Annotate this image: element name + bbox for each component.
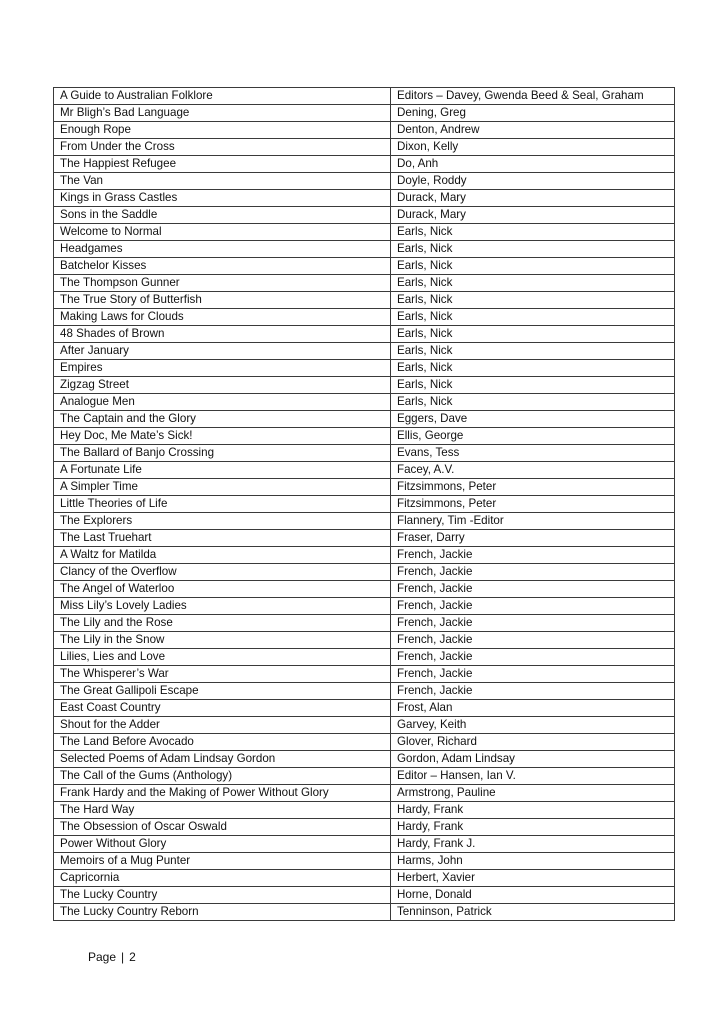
table-row [54, 190, 675, 207]
book-author-cell: Earls, Nick [391, 258, 675, 275]
table-row [54, 870, 675, 887]
page-label: Page [88, 950, 117, 964]
book-title-cell: Zigzag Street [54, 377, 391, 394]
book-author-cell: Earls, Nick [391, 326, 675, 343]
table-row [54, 224, 675, 241]
table-row [54, 649, 675, 666]
book-author-cell: French, Jackie [391, 581, 675, 598]
book-author-cell: Do, Anh [391, 156, 675, 173]
table-row [54, 394, 675, 411]
book-title-cell: Empires [54, 360, 391, 377]
book-title-cell: After January [54, 343, 391, 360]
book-title-cell: The Whisperer’s War [54, 666, 391, 683]
book-author-cell: Earls, Nick [391, 224, 675, 241]
table-row [54, 326, 675, 343]
table-row [54, 122, 675, 139]
book-title-cell: The Lucky Country [54, 887, 391, 904]
table-row [54, 785, 675, 802]
table-row [54, 683, 675, 700]
book-author-cell: Earls, Nick [391, 360, 675, 377]
table-row [54, 751, 675, 768]
table-row [54, 258, 675, 275]
table-row [54, 530, 675, 547]
book-author-cell: Facey, A.V. [391, 462, 675, 479]
book-title-cell: The Explorers [54, 513, 391, 530]
table-row [54, 734, 675, 751]
book-author-cell: French, Jackie [391, 564, 675, 581]
book-title-cell: A Waltz for Matilda [54, 547, 391, 564]
book-author-cell: Herbert, Xavier [391, 870, 675, 887]
book-title-cell: The Lily and the Rose [54, 615, 391, 632]
book-author-cell: Doyle, Roddy [391, 173, 675, 190]
book-author-cell: French, Jackie [391, 598, 675, 615]
book-author-cell: French, Jackie [391, 666, 675, 683]
book-title-cell: Power Without Glory [54, 836, 391, 853]
book-author-cell: Earls, Nick [391, 275, 675, 292]
book-title-cell: The Hard Way [54, 802, 391, 819]
book-title-cell: Capricornia [54, 870, 391, 887]
table-row [54, 309, 675, 326]
book-author-cell: Hardy, Frank [391, 819, 675, 836]
table-row [54, 513, 675, 530]
book-title-cell: Headgames [54, 241, 391, 258]
book-title-cell: The Call of the Gums (Anthology) [54, 768, 391, 785]
book-author-cell: French, Jackie [391, 649, 675, 666]
book-author-cell: Flannery, Tim -Editor [391, 513, 675, 530]
book-author-cell: Fraser, Darry [391, 530, 675, 547]
book-author-cell: French, Jackie [391, 632, 675, 649]
table-row [54, 598, 675, 615]
book-title-cell: Kings in Grass Castles [54, 190, 391, 207]
book-author-cell: Fitzsimmons, Peter [391, 496, 675, 513]
book-author-cell: Earls, Nick [391, 343, 675, 360]
book-title-cell: 48 Shades of Brown [54, 326, 391, 343]
book-title-cell: A Fortunate Life [54, 462, 391, 479]
book-author-cell: Frost, Alan [391, 700, 675, 717]
book-author-cell: Durack, Mary [391, 207, 675, 224]
book-title-cell: The Land Before Avocado [54, 734, 391, 751]
book-author-cell: Dening, Greg [391, 105, 675, 122]
book-title-cell: Lilies, Lies and Love [54, 649, 391, 666]
book-title-cell: The Happiest Refugee [54, 156, 391, 173]
table-row [54, 564, 675, 581]
book-title-cell: Frank Hardy and the Making of Power Without Glory [54, 785, 391, 802]
book-author-cell: Editors – Davey, Gwenda Beed & Seal, Graham [391, 88, 675, 105]
book-title-cell: The Great Gallipoli Escape [54, 683, 391, 700]
table-row [54, 292, 675, 309]
book-title-cell: Making Laws for Clouds [54, 309, 391, 326]
table-row [54, 156, 675, 173]
table-row [54, 360, 675, 377]
book-title-cell: Hey Doc, Me Mate’s Sick! [54, 428, 391, 445]
book-title-cell: The Angel of Waterloo [54, 581, 391, 598]
book-title-cell: Clancy of the Overflow [54, 564, 391, 581]
table-row [54, 275, 675, 292]
book-title-cell: The Thompson Gunner [54, 275, 391, 292]
book-author-cell: Garvey, Keith [391, 717, 675, 734]
table-row [54, 411, 675, 428]
table-row [54, 819, 675, 836]
table-row [54, 496, 675, 513]
book-author-cell: Earls, Nick [391, 394, 675, 411]
book-author-cell: Eggers, Dave [391, 411, 675, 428]
table-row [54, 887, 675, 904]
table-row [54, 139, 675, 156]
book-author-cell: Evans, Tess [391, 445, 675, 462]
book-author-cell: Denton, Andrew [391, 122, 675, 139]
book-author-cell: Durack, Mary [391, 190, 675, 207]
table-row [54, 173, 675, 190]
book-title-cell: Welcome to Normal [54, 224, 391, 241]
page-number: 2 [129, 950, 136, 964]
book-title-cell: The Lucky Country Reborn [54, 904, 391, 921]
book-author-cell: Editor – Hansen, Ian V. [391, 768, 675, 785]
table-row [54, 768, 675, 785]
table-row [54, 615, 675, 632]
table-row [54, 666, 675, 683]
book-title-cell: From Under the Cross [54, 139, 391, 156]
table-row [54, 632, 675, 649]
book-title-cell: The Last Truehart [54, 530, 391, 547]
table-row [54, 717, 675, 734]
book-title-cell: The Ballard of Banjo Crossing [54, 445, 391, 462]
table-row [54, 836, 675, 853]
book-title-cell: East Coast Country [54, 700, 391, 717]
table-row [54, 802, 675, 819]
book-title-cell: Enough Rope [54, 122, 391, 139]
book-title-cell: Little Theories of Life [54, 496, 391, 513]
table-row [54, 904, 675, 921]
book-title-cell: Batchelor Kisses [54, 258, 391, 275]
table-row [54, 88, 675, 105]
book-title-cell: Selected Poems of Adam Lindsay Gordon [54, 751, 391, 768]
table-row [54, 377, 675, 394]
book-author-cell: Harms, John [391, 853, 675, 870]
book-title-cell: The Lily in the Snow [54, 632, 391, 649]
book-author-cell: Gordon, Adam Lindsay [391, 751, 675, 768]
book-author-cell: Earls, Nick [391, 241, 675, 258]
book-author-cell: Armstrong, Pauline [391, 785, 675, 802]
book-title-cell: Sons in the Saddle [54, 207, 391, 224]
book-author-cell: Hardy, Frank J. [391, 836, 675, 853]
book-author-cell: French, Jackie [391, 615, 675, 632]
book-title-cell: The True Story of Butterfish [54, 292, 391, 309]
page-separator: | [121, 950, 125, 964]
book-author-cell: Ellis, George [391, 428, 675, 445]
book-author-cell: Earls, Nick [391, 309, 675, 326]
table-row [54, 700, 675, 717]
book-author-cell: French, Jackie [391, 683, 675, 700]
book-title-cell: A Simpler Time [54, 479, 391, 496]
book-title-cell: Analogue Men [54, 394, 391, 411]
book-title-cell: Mr Bligh’s Bad Language [54, 105, 391, 122]
book-author-cell: Fitzsimmons, Peter [391, 479, 675, 496]
book-title-cell: The Van [54, 173, 391, 190]
table-row [54, 462, 675, 479]
book-author-cell: Earls, Nick [391, 377, 675, 394]
table-row [54, 479, 675, 496]
book-title-cell: Miss Lily’s Lovely Ladies [54, 598, 391, 615]
book-title-cell: The Captain and the Glory [54, 411, 391, 428]
table-row [54, 445, 675, 462]
book-author-cell: Hardy, Frank [391, 802, 675, 819]
book-list-table [53, 87, 675, 921]
table-row [54, 241, 675, 258]
book-author-cell: Horne, Donald [391, 887, 675, 904]
book-title-cell: The Obsession of Oscar Oswald [54, 819, 391, 836]
table-row [54, 853, 675, 870]
table-row [54, 581, 675, 598]
page-footer [88, 949, 136, 965]
book-author-cell: Tenninson, Patrick [391, 904, 675, 921]
book-title-cell: A Guide to Australian Folklore [54, 88, 391, 105]
table-row [54, 343, 675, 360]
book-title-cell: Shout for the Adder [54, 717, 391, 734]
table-row [54, 105, 675, 122]
book-author-cell: Glover, Richard [391, 734, 675, 751]
book-author-cell: French, Jackie [391, 547, 675, 564]
table-row [54, 547, 675, 564]
table-row [54, 207, 675, 224]
book-author-cell: Earls, Nick [391, 292, 675, 309]
book-author-cell: Dixon, Kelly [391, 139, 675, 156]
table-row [54, 428, 675, 445]
book-title-cell: Memoirs of a Mug Punter [54, 853, 391, 870]
book-list-body [54, 88, 675, 921]
